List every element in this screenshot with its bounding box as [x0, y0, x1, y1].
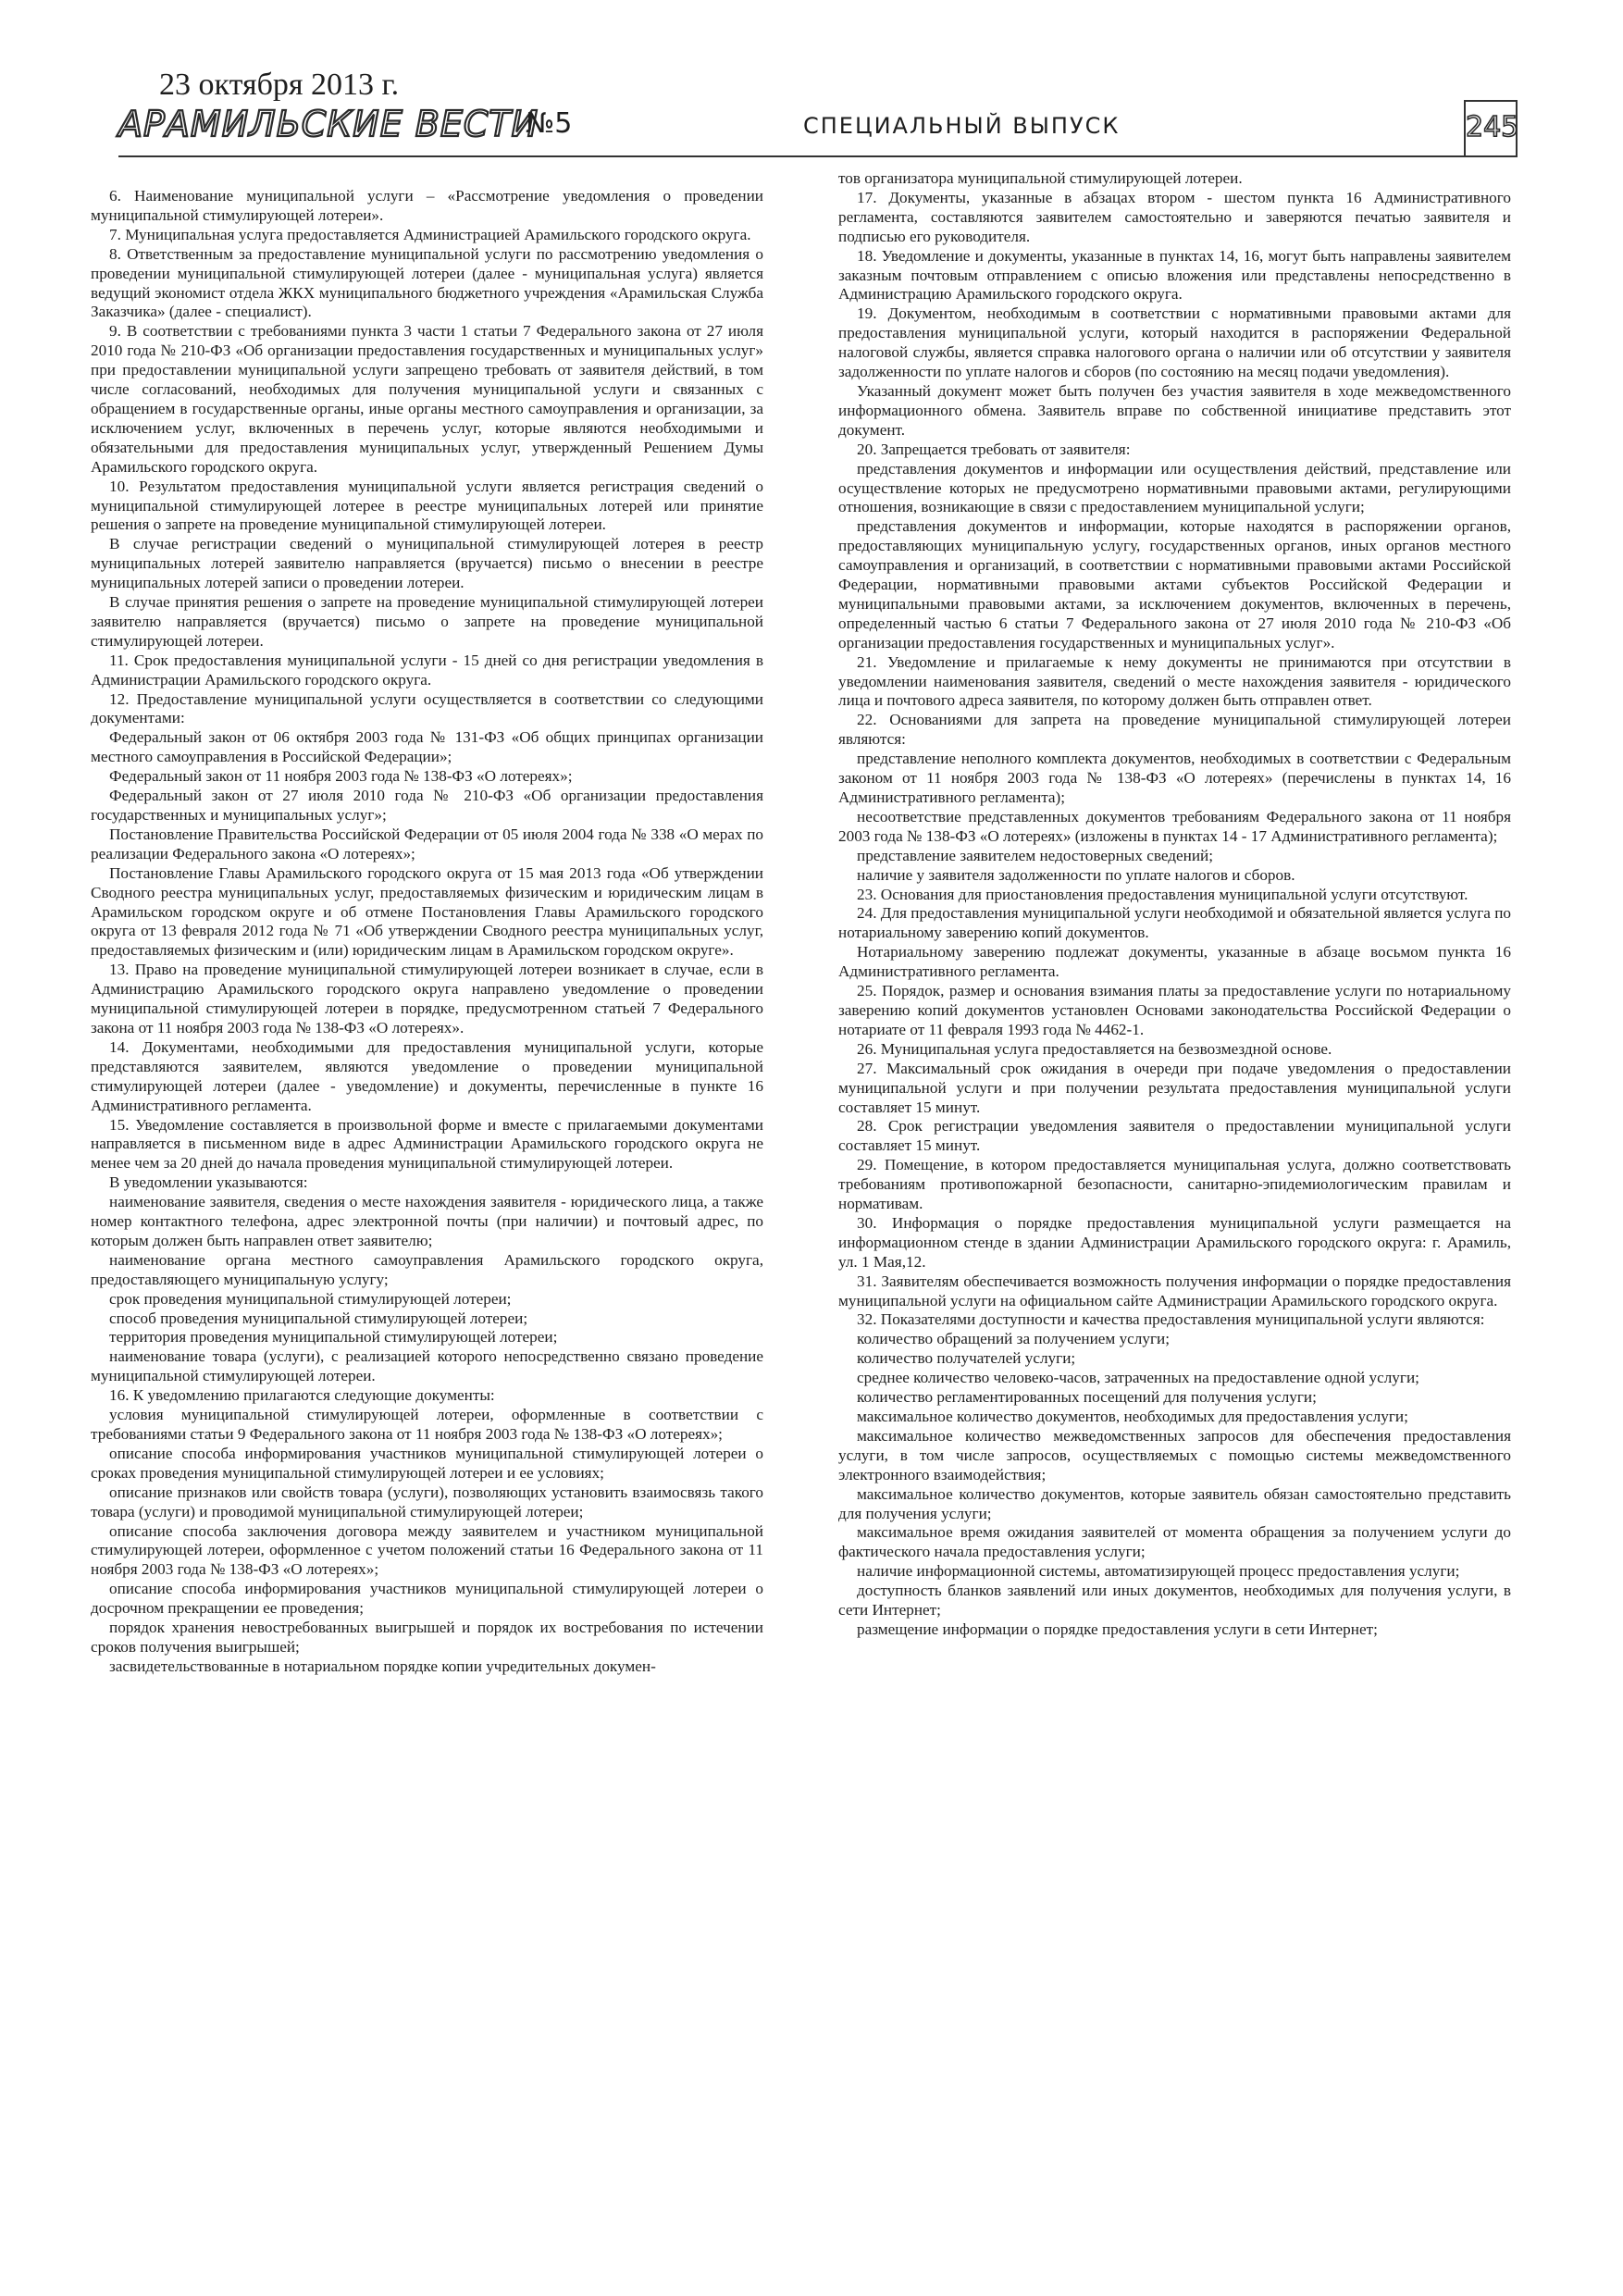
paragraph: 24. Для предоставления муниципальной услуги необходимой и обязательной является услуга по нотариальному заверению копий документов. — [838, 904, 1511, 942]
page-number-box: 245 — [1464, 100, 1518, 157]
paragraph: территория проведения муниципальной стимулирующей лотереи; — [109, 1328, 558, 1347]
paragraph: 6. Наименование муниципальной услуги – «Рассмотрение уведомления о проведении муниципальной стимулирующей лотереи». — [91, 187, 763, 224]
paragraph: 28. Срок регистрации уведомления заявителя о предоставлении муниципальной услуги составляет 15 минут. — [838, 1117, 1511, 1155]
paragraph: представления документов и информации или осуществления действий, представление или осуществление которых не предусмотрено нормативными правовыми актами, регулирующими отношения, возникающие в связи с предоставлением муниципальной услуги; — [838, 459, 1511, 516]
paragraph: 31. Заявителям обеспечивается возможность получения информации о порядке предоставления муниципальной услуги на официальном сайте Администрации Арамильского городского округа. — [838, 1272, 1511, 1309]
paragraph: 7. Муниципальная услуга предоставляется Администрацией Арамильского городского округа. — [109, 225, 751, 243]
paragraph: Постановление Правительства Российской Федерации от 05 июля 2004 года № 338 «О мерах по реализации Федерального закона «О лотереях»; — [91, 825, 763, 863]
paragraph: Федеральный закон от 11 ноября 2003 года № 138-ФЗ «О лотереях»; — [109, 767, 573, 786]
paragraph: 32. Показателями доступности и качества предоставления муниципальной услуги являются: — [857, 1310, 1485, 1329]
paragraph: 11. Срок предоставления муниципальной услуги - 15 дней со дня регистрации уведомления в Администрации Арамильского городского округа. — [91, 651, 763, 689]
paragraph: Нотариальному заверению подлежат документы, указанные в абзаце восьмом пункта 16 Административного регламента. — [838, 943, 1511, 981]
paragraph: наименование заявителя, сведения о месте нахождения заявителя - юридического лица, а также номер контактного телефона, адрес электронной почты (при наличии) и почтовый адрес, по которым должен быть направлен ответ заявителю; — [91, 1193, 763, 1249]
paragraph: В уведомлении указываются: — [109, 1173, 308, 1192]
paragraph: максимальное количество документов, которые заявитель обязан самостоятельно представить для получения услуги; — [838, 1484, 1511, 1522]
paragraph: порядок хранения невостребованных выигрышей и порядок их востребования по истечении сроков получения выигрышей; — [91, 1619, 763, 1656]
paragraph: представление неполного комплекта документов, необходимых в соответствии с Федеральным законом от 11 ноября 2003 года № 138-ФЗ «О лотереях» (перечислены в пунктах 14, 16 Административного регламента); — [838, 750, 1511, 806]
paragraph: 29. Помещение, в котором предоставляется муниципальная услуга, должно соответствовать требованиям противопожарной безопасности, санитарно-эпидемиологическим правилам и нормативам. — [838, 1156, 1511, 1213]
paragraph: наличие у заявителя задолженности по уплате налогов и сборов. — [857, 865, 1295, 884]
paragraph: наименование органа местного самоуправления Арамильского городского округа, предоставляющего муниципальную услугу; — [91, 1250, 763, 1288]
paragraph: Указанный документ может быть получен без участия заявителя в ходе межведомственного информационного обмена. Заявитель вправе по собственной инициативе представить этот документ. — [838, 381, 1511, 439]
paragraph: наличие информационной системы, автоматизирующей процесс предоставления услуги; — [857, 1562, 1460, 1581]
paragraph: 19. Документом, необходимым в соответствии с нормативными правовыми актами для предоставления муниципальной услуги, который находится в распоряжении Федеральной налоговой службы, является справка налогового органа о наличии или об отсутствии у заявителя задолженности по уплате налогов и сборов (по состоянию на месяц подачи уведомления). — [838, 304, 1511, 381]
masthead — [118, 67, 1525, 168]
paragraph: 17. Документы, указанные в абзацах втором - шестом пункта 16 Административного регламента, составляются заявителем самостоятельно и заверяются печатью заявителя и подписью его руководителя. — [838, 188, 1511, 245]
paragraph: несоответствие представленных документов требованиям Федерального закона от 11 ноября 2003 года № 138-ФЗ «О лотереях» (изложены в пунктах 14 - 17 Административного регламента); — [838, 807, 1511, 845]
paragraph: 20. Запрещается требовать от заявителя: — [857, 440, 1131, 458]
paragraph: 10. Результатом предоставления муниципальной услуги является регистрация сведений о муниципальной стимулирующей лотерее в реестре муниципальных лотерей или принятие решения о запрете на проведение муниципальной стимулирующей лотереи. — [91, 477, 763, 534]
paragraph: количество регламентированных посещений для получения услуги; — [857, 1388, 1317, 1407]
paragraph: 14. Документами, необходимыми для предоставления муниципальной услуги, которые представляются заявителем, являются уведомление о проведении муниципальной стимулирующей лотереи (далее - уведомление) и документы, перечисленные в пункте 16 Административного регламента. — [91, 1037, 763, 1114]
paragraph: описание признаков или свойств товара (услуги), позволяющих установить взаимосвязь такого товара (услуги) и проводимой муниципальной стимулирующей лотереи; — [91, 1483, 763, 1520]
paragraph: В случае регистрации сведений о муниципальной стимулирующей лотерея в реестр муниципальных лотерей заявителю направляется (вручается) письмо о внесении в реестре муниципальных лотерей записи о проведении лотереи. — [91, 535, 763, 592]
paragraph: 21. Уведомление и прилагаемые к нему документы не принимаются при отсутствии в уведомлении наименования заявителя, сведений о месте нахождения заявителя - юридического лица и почтового адреса заявителя, по которому должен быть отправлен ответ. — [838, 652, 1511, 710]
paragraph: 26. Муниципальная услуга предоставляется на безвозмездной основе. — [857, 1039, 1332, 1058]
paragraph: В случае принятия решения о запрете на проведение муниципальной стимулирующей лотереи заявителю направляется (вручается) письмо о запрете на проведение муниципальной стимулирующей лотереи. — [91, 593, 763, 650]
paragraph: Федеральный закон от 06 октября 2003 года № 131-ФЗ «Об общих принципах организации местного самоуправления в Российской Федерации»; — [91, 728, 763, 766]
paragraph: 27. Максимальный срок ожидания в очереди при подаче уведомления о предоставлении муниципальной услуги и при получении результата предоставления муниципальной услуги составляет 15 минут. — [838, 1059, 1511, 1116]
paragraph: описание способа информирования участников муниципальной стимулирующей лотереи о досрочном прекращении ее проведения; — [91, 1580, 763, 1618]
paragraph: срок проведения муниципальной стимулирующей лотереи; — [109, 1289, 512, 1308]
paragraph: доступность бланков заявлений или иных документов, необходимых для получения услуги, в сети Интернет; — [838, 1582, 1511, 1620]
paragraph: количество обращений за получением услуги; — [857, 1330, 1171, 1348]
paragraph: представление заявителем недостоверных сведений; — [857, 846, 1214, 864]
paragraph: максимальное количество документов, необходимых для предоставления услуги; — [857, 1408, 1408, 1425]
paragraph: засвидетельствованные в нотариальном порядке копии учредительных докумен- — [109, 1657, 656, 1675]
paragraph: 22. Основаниями для запрета на проведение муниципальной стимулирующей лотереи являются: — [838, 711, 1511, 749]
paragraph: 12. Предоставление муниципальной услуги осуществляется в соответствии со следующими документами: — [91, 689, 763, 727]
issue-date: 23 октября 2013 г. — [159, 68, 400, 102]
paragraph: 25. Порядок, размер и основания взимания платы за предоставление услуги по нотариальному заверению копий документов установлен Основами законодательства Российской Федерации о нотариате от 11 февраля 1993 года № 4462-1. — [838, 982, 1511, 1038]
paragraph: представления документов и информации, которые находятся в распоряжении органов, предоставляющих муниципальную услугу, государственных органов, иных органов местного самоуправления и организаций, в соответствии с нормативными правовыми актами Российской Федерации, нормативными правовыми актами субъектов Российской Федерации и муниципальными правовыми актами, за исключением документов, включенных в перечень, определенный частью 6 статьи 7 Федерального закона от 27 июля 2010 года № 210-ФЗ «Об организации предоставления государственных и муниципальных услуг». — [838, 517, 1511, 652]
paragraph: среднее количество человеко-часов, затраченных на предоставление одной услуги; — [857, 1369, 1419, 1387]
paragraph: 9. В соответствии с требованиями пункта 3 части 1 статьи 7 Федерального закона от 27 июля 2010 года № 210-ФЗ «Об организации предоставления государственных и муниципальных услуг» при предоставлении муниципальной услуги запрещено требовать от заявителя действий, в том числе согласований, необходимых для получения муниципальной услуги и связанных с обращением в государственные органы, иные органы местного самоуправления и организации, за исключением услуг, включенных в перечень услуг, которые являются необходимыми и обязательными для предоставления муниципальных услуг, утвержденный Решением Думы Арамильского городского округа. — [91, 322, 763, 476]
left-column — [91, 187, 763, 1677]
paragraph: описание способа информирования участников муниципальной стимулирующей лотереи о сроках проведения муниципальной стимулирующей лотереи и ее условиях; — [91, 1444, 763, 1482]
paragraph: 15. Уведомление составляется в произвольной форме и вместе с прилагаемыми документами направляется в письменном виде в адрес Администрации Арамильского городского округа не менее чем за 20 дней до начала проведения муниципальной стимулирующей лотереи. — [91, 1115, 763, 1173]
paragraph: Федеральный закон от 27 июля 2010 года № 210-ФЗ «Об организации предоставления государственных и муниципальных услуг»; — [91, 787, 763, 824]
right-column — [838, 169, 1511, 1640]
issue-number: №5 — [526, 107, 573, 140]
paragraph: 18. Уведомление и документы, указанные в пунктах 14, 16, могут быть направлены заявителем заказным почтовым отправлением с описью вложения или представлены непосредственно в Администрацию Арамильского городского округа. — [838, 246, 1511, 304]
paragraph: 30. Информация о порядке предоставления муниципальной услуги размещается на информационном стенде в здании Администрации Арамильского городского округа: г. Арамиль, ул. 1 Мая,12. — [838, 1213, 1511, 1271]
paragraph: наименование товара (услуги), с реализацией которого непосредственно связано проведение муниципальной стимулирующей лотереи. — [91, 1347, 763, 1385]
paragraph: описание способа заключения договора между заявителем и участником муниципальной стимулирующей лотереи, оформленное с учетом положений статьи 16 Федерального закона от 11 ноября 2003 года № 138-ФЗ «О лотереях»; — [91, 1521, 763, 1579]
paragraph: количество получателей услуги; — [857, 1349, 1076, 1368]
paragraph: 16. К уведомлению прилагаются следующие документы: — [109, 1386, 495, 1405]
paragraph: размещение информации о порядке предоставления услуги в сети Интернет; — [857, 1620, 1378, 1638]
section-title: СПЕЦИАЛЬНЫЙ ВЫПУСК — [803, 113, 1121, 139]
paragraph: условия муниципальной стимулирующей лотереи, оформленные в соответствии с требованиями статьи 9 Федерального закона от 11 ноября 2003 года № 138-ФЗ «О лотереях»; — [91, 1406, 763, 1443]
paragraph: максимальное время ожидания заявителей от момента обращения за получением услуги до фактического начала предоставления услуги; — [838, 1523, 1511, 1561]
paragraph: 13. Право на проведение муниципальной стимулирующей лотереи возникает в случае, если в Администрацию Арамильского городского округа направлено уведомление о проведении муниципальной стимулирующей лотереи в порядке, предусмотренном статьей 7 Федерального закона от 11 ноября 2003 года № 138-ФЗ «О лотереях». — [91, 961, 763, 1036]
paragraph: максимальное количество межведомственных запросов для обеспечения предоставления услуги, в том числе запросов, осуществляемых с помощью системы межведомственного электронного взаимодействия; — [838, 1426, 1511, 1483]
header-rule — [118, 155, 1469, 157]
paragraph: 23. Основания для приостановления предоставления муниципальной услуги отсутствуют. — [857, 885, 1468, 903]
newspaper-title: АРАМИЛЬСКИЕ ВЕСТИ — [118, 104, 539, 144]
paragraph: тов организатора муниципальной стимулирующей лотереи. — [838, 169, 1243, 187]
paragraph: способ проведения муниципальной стимулирующей лотереи; — [109, 1309, 528, 1327]
paragraph: Постановление Главы Арамильского городского округа от 15 мая 2013 года «Об утверждении Сводного реестра муниципальных услуг, предоставляемых физическим и юридическим лицам в Арамильском городском округе и об отмене Постановления Главы Арамильского городского округа от 13 февраля 2012 года № 71 «Об утверждении Сводного реестра муниципальных услуг, предоставляемых физическим и (или) юридическим лицам в Арамильском городском округе». — [91, 863, 763, 960]
paragraph: 8. Ответственным за предоставление муниципальной услуги по рассмотрению уведомления о проведении муниципальной стимулирующей лотереи (далее - муниципальная услуга) является ведущий экономист отдела ЖКХ муниципального бюджетного учреждения «Арамильская Служба Заказчика» (далее - специалист). — [91, 244, 763, 321]
